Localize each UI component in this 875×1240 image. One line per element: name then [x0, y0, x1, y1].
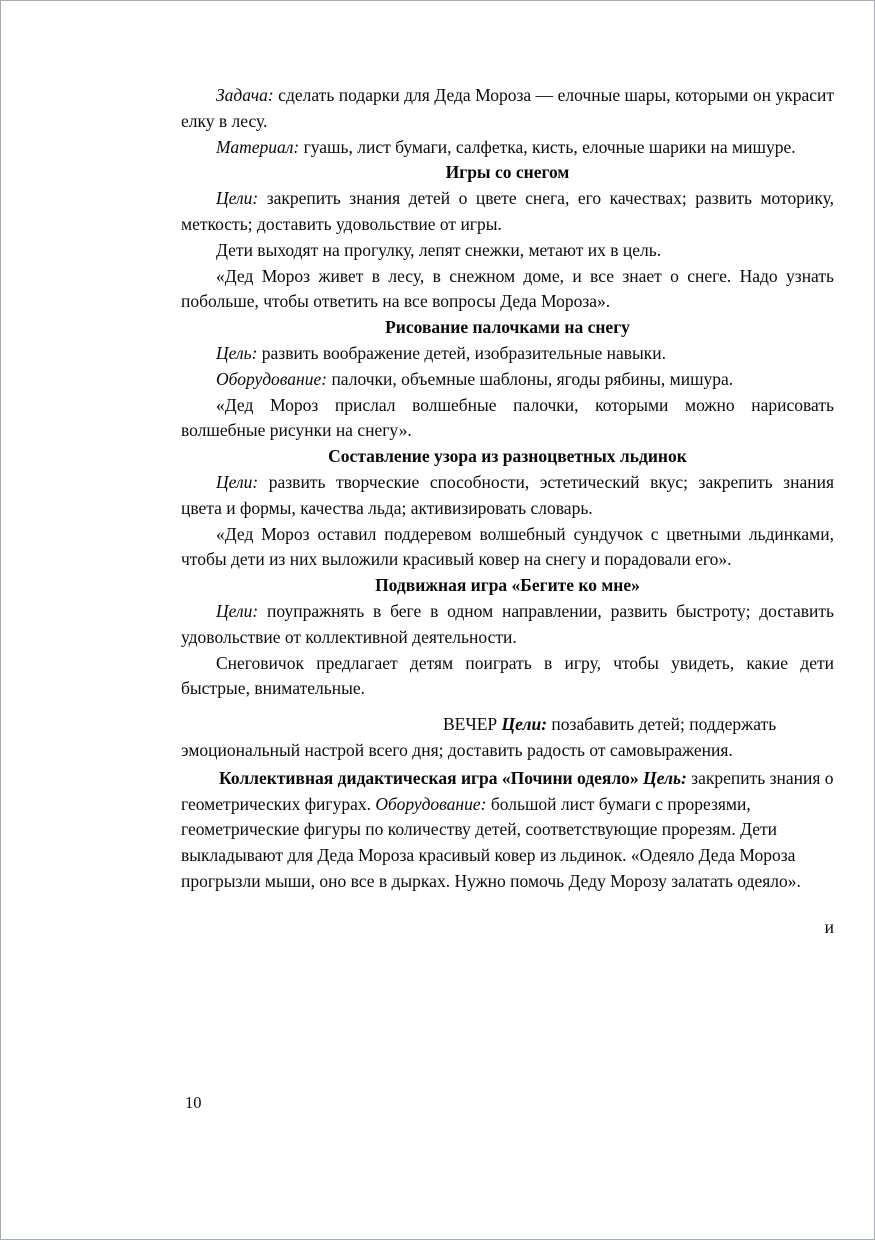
paragraph-text: закрепить знания детей о цвете снега, его качествах; развить моторику, меткость; доставить удовольствие от игры.: [181, 188, 834, 234]
paragraph: [181, 599, 834, 651]
paragraph-text: большой лист бумаги с прорезями, геометрические фигуры по количеству детей, соответствующие прорезям. Дети выкладывают для Деда Мороза красивый ковер из льдинок. «Одеяло Деда Мороза прогрызли мыши, оно все в дырках. Нужно помочь Деду Морозу залатать одеяло».: [181, 793, 801, 891]
paragraph-text: гуашь, лист бумаги, салфетка, кисть, елочные шарики на мишуре.: [299, 136, 796, 157]
paragraph-text: развить воображение детей, изобразительные навыки.: [257, 342, 667, 363]
paragraph: [181, 238, 834, 264]
section-heading: Составление узора из разноцветных льдинок: [328, 446, 687, 467]
lead-in-label: Оборудование:: [375, 793, 487, 814]
continuation-char: и: [824, 916, 834, 937]
lead-in-label: Цели:: [501, 714, 548, 735]
paragraph-text: «Дед Мороз прислал волшебные палочки, которыми можно нарисовать волшебные рисунки на снегу».: [181, 394, 834, 441]
page-number: 10: [185, 1093, 202, 1112]
paragraph: [181, 393, 834, 445]
paragraph-text: сделать подарки для Деда Мороза — елочные шары, которыми он украсит елку в лесу.: [181, 85, 834, 131]
paragraph: [181, 651, 834, 703]
paragraph-text: «Дед Мороз оставил поддеревом волшебный сундучок с цветными льдинками, чтобы дети из них выложили красивый ковер на снегу и порадовали его».: [181, 523, 834, 570]
paragraph-text: Снеговичок предлагает детям поиграть в игру, чтобы увидеть, какие дети быстрые, внимательные.: [181, 652, 834, 699]
paragraph-evening: [181, 712, 834, 764]
paragraph: [181, 522, 834, 574]
lead-in-label: Цель:: [643, 767, 687, 788]
paragraph-game: [181, 766, 834, 895]
game-title: Коллективная дидактическая игра «Почини одеяло»: [219, 767, 644, 788]
paragraph: [181, 83, 834, 135]
lead-in-label: Цели:: [216, 188, 259, 209]
paragraph: [181, 470, 834, 522]
paragraph: [181, 135, 834, 161]
paragraph: [181, 367, 834, 393]
paragraph: [181, 264, 834, 316]
paragraph-text: палочки, объемные шаблоны, ягоды рябины, мишура.: [327, 368, 734, 389]
paragraph: [181, 186, 834, 238]
paragraph-text: «Дед Мороз живет в лесу, в снежном доме, и все знает о снеге. Надо узнать побольше, чтобы ответить на все вопросы Деда Мороза».: [181, 265, 834, 312]
lead-in-label: Цели:: [216, 600, 259, 621]
section-heading: Игры со снегом: [445, 162, 570, 183]
paragraph-text: Дети выходят на прогулку, лепят снежки, метают их в цель.: [216, 239, 662, 260]
paragraph-text: поупражнять в беге в одном направлении, развить быстроту; доставить удовольствие от коллективной деятельности.: [181, 600, 834, 647]
text-block: [181, 83, 834, 941]
section-label: ВЕЧЕР: [443, 714, 502, 735]
paragraph-text: развить творческие способности, эстетический вкус; закрепить знания цвета и формы, качества льда; активизировать словарь.: [181, 471, 834, 518]
lead-in-label: Цели:: [216, 471, 259, 492]
paragraph-text: позабавить детей; поддержать эмоциональный настрой всего дня; доставить радость от самовыражения.: [181, 714, 777, 760]
lead-in-label: Цель:: [216, 342, 258, 363]
paragraph: [181, 341, 834, 367]
lead-in-label: Оборудование:: [216, 368, 328, 389]
lead-in-label: Материал:: [216, 136, 300, 157]
lead-in-label: Задача:: [216, 85, 274, 105]
section-heading: Подвижная игра «Бегите ко мне»: [375, 575, 640, 596]
section-heading: Рисование палочками на снегу: [385, 317, 630, 338]
paragraph-text: закрепить знания о геометрических фигурах.: [181, 767, 834, 814]
